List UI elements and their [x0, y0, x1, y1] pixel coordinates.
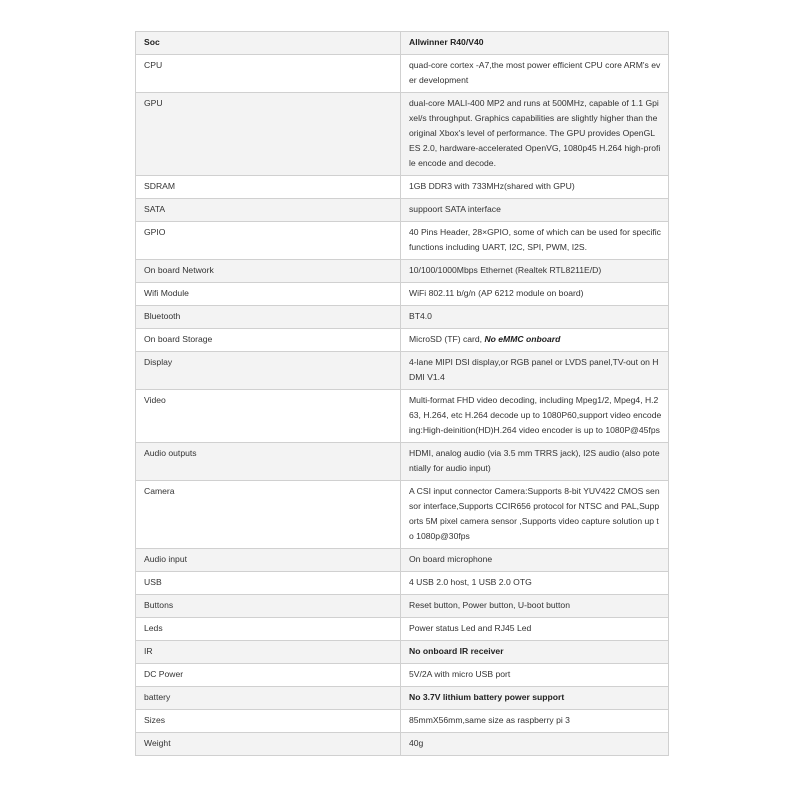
spec-value-cell: A CSI input connector Camera:Supports 8-bit YUV422 CMOS sensor interface,Supports CCIR656 protocol for NTSC and PAL,Supports 5M pixel camera sensor ,Supports video capture solution up to 1080p@30fps — [401, 481, 669, 549]
table-row — [136, 710, 669, 733]
table-row — [136, 618, 669, 641]
spec-key-cell: Audio outputs — [136, 443, 401, 481]
spec-value-cell: WiFi 802.11 b/g/n (AP 6212 module on board) — [401, 283, 669, 306]
spec-value-cell: 40 Pins Header, 28×GPIO, some of which can be used for specific functions including UART, I2C, SPI, PWM, I2S. — [401, 222, 669, 260]
table-row — [136, 595, 669, 618]
table-row — [136, 329, 669, 352]
table-row — [136, 55, 669, 93]
spec-value-cell: 85mmX56mm,same size as raspberry pi 3 — [401, 710, 669, 733]
spec-value-cell: 1GB DDR3 with 733MHz(shared with GPU) — [401, 176, 669, 199]
spec-key-cell: GPU — [136, 93, 401, 176]
table-row — [136, 176, 669, 199]
table-row — [136, 664, 669, 687]
table-row — [136, 481, 669, 549]
table-row — [136, 306, 669, 329]
spec-value-cell: 4 USB 2.0 host, 1 USB 2.0 OTG — [401, 572, 669, 595]
table-row — [136, 733, 669, 756]
spec-key-cell: IR — [136, 641, 401, 664]
spec-value-cell: On board microphone — [401, 549, 669, 572]
table-row — [136, 93, 669, 176]
spec-key-cell: CPU — [136, 55, 401, 93]
table-row — [136, 222, 669, 260]
table-row — [136, 199, 669, 222]
table-row — [136, 572, 669, 595]
emmc-note: No eMMC onboard — [484, 334, 561, 344]
table-row — [136, 641, 669, 664]
table-header-row — [136, 32, 669, 55]
spec-value-cell — [401, 329, 669, 352]
spec-key-cell: battery — [136, 687, 401, 710]
spec-value-cell: BT4.0 — [401, 306, 669, 329]
spec-key-cell: On board Storage — [136, 329, 401, 352]
spec-key-cell: Audio input — [136, 549, 401, 572]
table-row — [136, 390, 669, 443]
spec-key-cell: USB — [136, 572, 401, 595]
spec-value-cell: 40g — [401, 733, 669, 756]
spec-key-cell: Video — [136, 390, 401, 443]
spec-key-cell: GPIO — [136, 222, 401, 260]
spec-key-cell: Leds — [136, 618, 401, 641]
spec-value-cell: Reset button, Power button, U-boot button — [401, 595, 669, 618]
spec-key-cell: Buttons — [136, 595, 401, 618]
table-row — [136, 687, 669, 710]
spec-value-cell: dual-core MALI-400 MP2 and runs at 500MHz, capable of 1.1 Gpixel/s throughput. Graphics capabilities are slightly higher than the original Xbox's level of performance. The GPU provides OpenGL ES 2.0, hardware-accelerated OpenVG, 1080p45 H.264 high-profile encode and decode. — [401, 93, 669, 176]
spec-key-cell: Bluetooth — [136, 306, 401, 329]
spec-key-cell: Wifi Module — [136, 283, 401, 306]
spec-value-cell: No 3.7V lithium battery power support — [401, 687, 669, 710]
table-row — [136, 283, 669, 306]
spec-key-cell: Display — [136, 352, 401, 390]
table-row — [136, 549, 669, 572]
spec-value-cell: 10/100/1000Mbps Ethernet (Realtek RTL8211E/D) — [401, 260, 669, 283]
spec-key-cell: Sizes — [136, 710, 401, 733]
spec-value-cell: HDMI, analog audio (via 3.5 mm TRRS jack), I2S audio (also potentially for audio input) — [401, 443, 669, 481]
spec-value-cell: Power status Led and RJ45 Led — [401, 618, 669, 641]
spec-table — [135, 31, 669, 756]
spec-key-cell: Weight — [136, 733, 401, 756]
spec-key-cell: On board Network — [136, 260, 401, 283]
spec-key-cell: Camera — [136, 481, 401, 549]
storage-text: MicroSD (TF) card, — [409, 334, 485, 344]
spec-value-cell: suppoort SATA interface — [401, 199, 669, 222]
spec-value-cell: Multi-format FHD video decoding, including Mpeg1/2, Mpeg4, H.263, H.264, etc H.264 decode up to 1080P60,support video encodeing:High-deinition(HD)H.264 video encoder is up to 1080P@45fps — [401, 390, 669, 443]
spec-value-cell: quad-core cortex -A7,the most power efficient CPU core ARM's ever development — [401, 55, 669, 93]
table-row — [136, 260, 669, 283]
table-row — [136, 443, 669, 481]
spec-key-cell: SATA — [136, 199, 401, 222]
header-key-cell: Soc — [136, 32, 401, 55]
spec-value-cell: No onboard IR receiver — [401, 641, 669, 664]
spec-key-cell: DC Power — [136, 664, 401, 687]
spec-value-cell: 5V/2A with micro USB port — [401, 664, 669, 687]
spec-value-cell: 4-lane MIPI DSI display,or RGB panel or LVDS panel,TV-out on HDMI V1.4 — [401, 352, 669, 390]
spec-key-cell: SDRAM — [136, 176, 401, 199]
header-value-cell: Allwinner R40/V40 — [401, 32, 669, 55]
table-row — [136, 352, 669, 390]
